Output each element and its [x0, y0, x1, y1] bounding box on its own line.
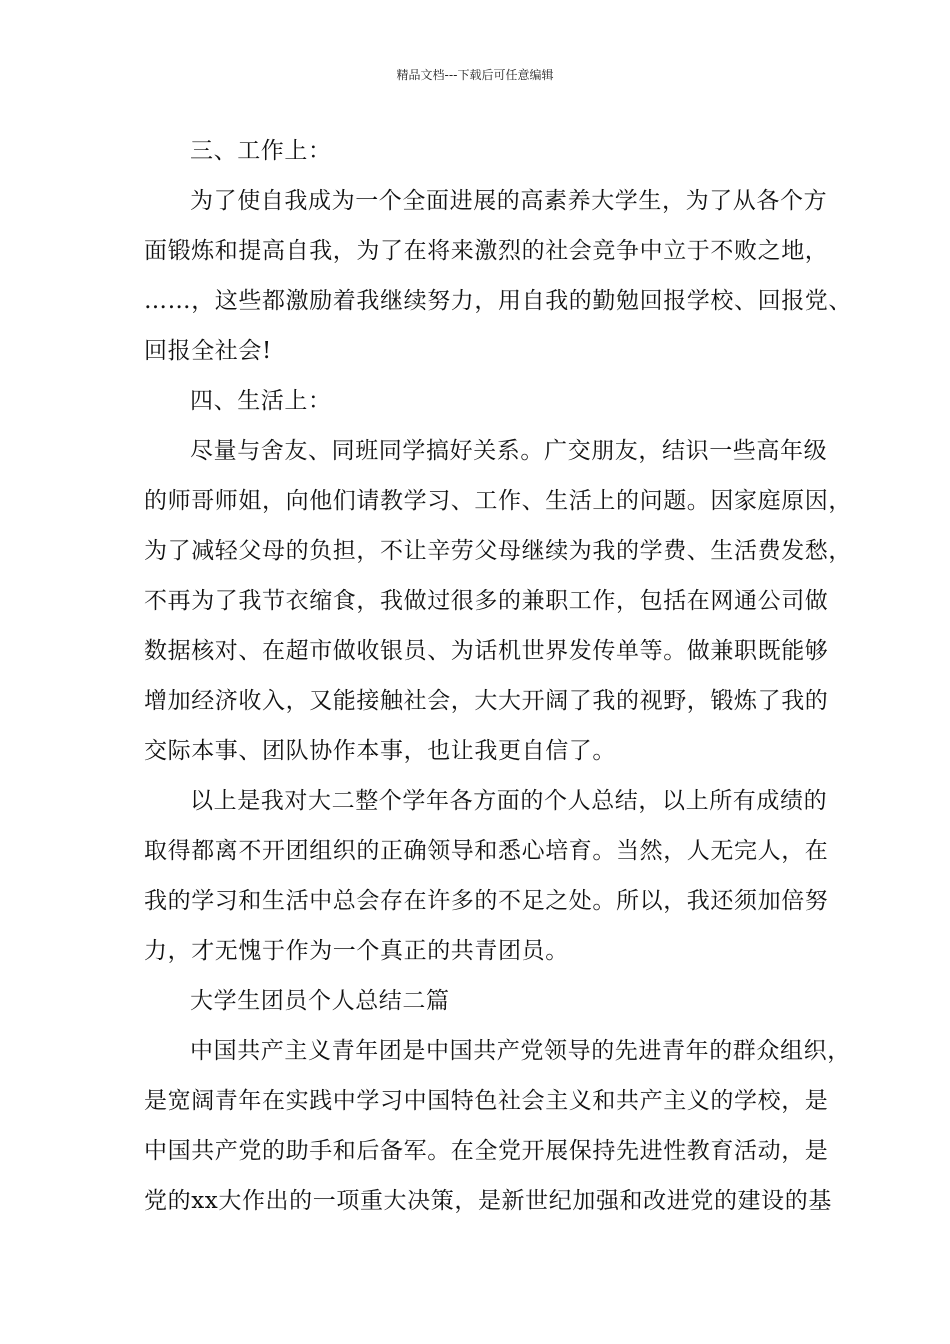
text-line: 取得都离不开团组织的正确领导和悉心培育。当然，人无完人，在: [144, 838, 829, 864]
text-line: 为了使自我成为一个全面进展的高素养大学生，为了从各个方: [190, 188, 828, 214]
text-line: 四、生活上：: [190, 388, 332, 414]
text-line: 交际本事、团队协作本事，也让我更自信了。: [144, 738, 616, 764]
text-line: 中国共产党的助手和后备军。在全党开展保持先进性教育活动，是: [144, 1138, 829, 1164]
text-line: 大学生团员个人总结二篇: [190, 988, 450, 1014]
text-line: 尽量与舍友、同班同学搞好关系。广交朋友，结识一些高年级: [190, 438, 828, 464]
text-line: 以上是我对大二整个学年各方面的个人总结，以上所有成绩的: [190, 788, 828, 814]
text-line: 党的xx大作出的一项重大决策，是新世纪加强和改进党的建设的基: [144, 1188, 832, 1214]
text-line: 面锻炼和提高自我，为了在将来激烈的社会竞争中立于不败之地，: [144, 238, 829, 264]
text-line: 为了减轻父母的负担，不让辛劳父母继续为我的学费、生活费发愁，: [144, 538, 852, 564]
text-line: 是宽阔青年在实践中学习中国特色社会主义和共产主义的学校，是: [144, 1088, 829, 1114]
text-line: 数据核对、在超市做收银员、为话机世界发传单等。做兼职既能够: [144, 638, 829, 664]
text-line: 增加经济收入，又能接触社会，大大开阔了我的视野，锻炼了我的: [144, 688, 829, 714]
document-body: [144, 126, 852, 1226]
text-line: 不再为了我节衣缩食，我做过很多的兼职工作，包括在网通公司做: [144, 588, 829, 614]
text-line: 我的学习和生活中总会存在许多的不足之处。所以，我还须加倍努: [144, 888, 829, 914]
text-line: ……，这些都激励着我继续努力，用自我的勤勉回报学校、回报党、: [144, 288, 852, 314]
text-line: 力，才无愧于作为一个真正的共青团员。: [144, 938, 569, 964]
page-header: 精品文档---下载后可任意编辑: [396, 68, 554, 82]
text-line: 的师哥师姐，向他们请教学习、工作、生活上的问题。因家庭原因，: [144, 488, 852, 514]
text-line: 中国共产主义青年团是中国共产党领导的先进青年的群众组织，: [190, 1038, 851, 1064]
text-line: 回报全社会!: [144, 338, 272, 364]
text-line: 三、工作上：: [190, 138, 332, 164]
